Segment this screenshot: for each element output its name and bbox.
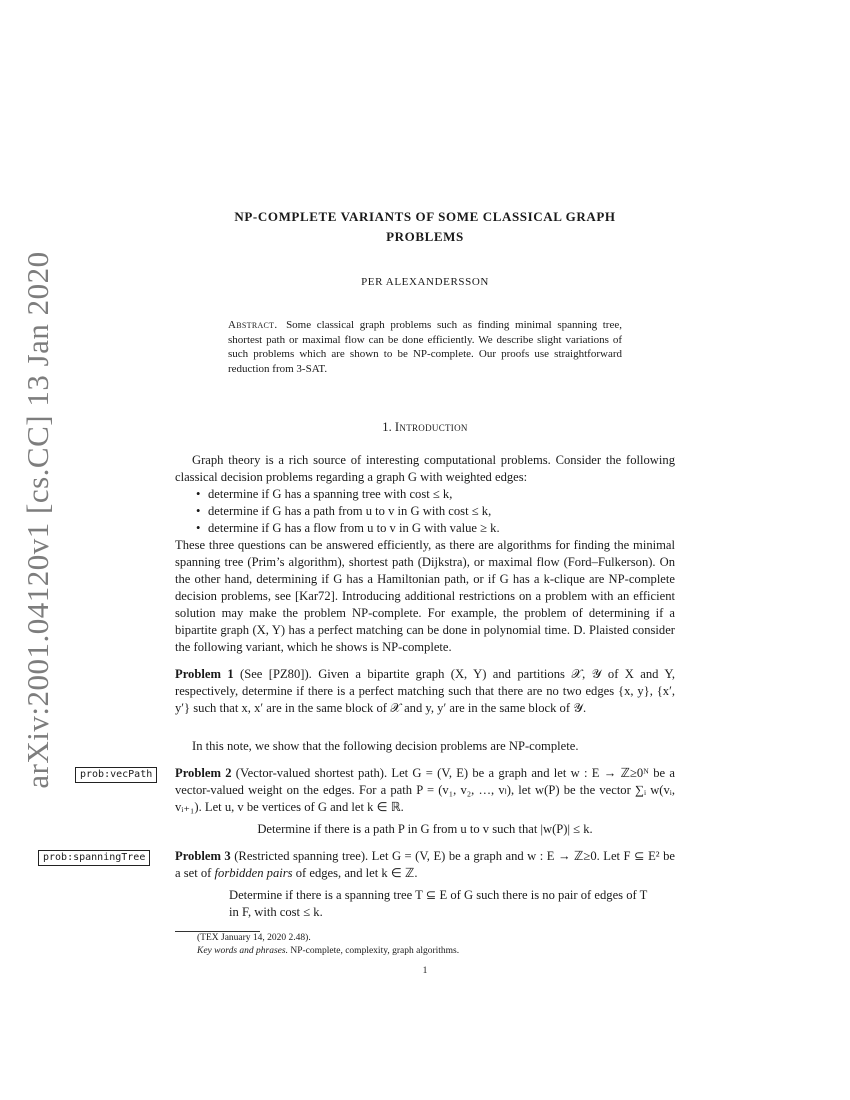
- keywords-text: NP-complete, complexity, graph algorithms.: [290, 945, 460, 956]
- intro-paragraph-1: Graph theory is a rich source of interesting computational problems. Consider the following classical decision problems regarding a graph G with weighted edges:: [175, 453, 675, 484]
- intro-paragraph-2: These three questions can be answered efficiently, as there are algorithms for finding the minimal spanning tree (Prim’s algorithm), shortest path (Dijkstra), or maximal flow (Ford–Fulkerson). On the other hand, determining if G has a Hamiltonian path, or if G has a k-clique are NP-complete decision problems, see [Kar72]. Introducing additional restrictions on a problem with an efficient solution may make the problem NP-complete. For example, the problem of determining if a bipartite graph (X, Y) has a perfect matching can be done in polynomial time. D. Plaisted consider the following variant, which he shows is NP-complete.: [175, 538, 675, 654]
- problem-3-text-b: of edges, and let k ∈ ℤ.: [295, 866, 418, 880]
- section-title: Introduction: [394, 420, 468, 434]
- paper-title: [175, 207, 675, 247]
- problem-3-text-a: Let G = (V, E) be a graph and w : E → ℤ≥0. Let F ⊆ E² be a set of: [175, 849, 675, 880]
- abstract: [228, 318, 622, 376]
- problem-1-cite: (See [PZ80]).: [240, 667, 312, 681]
- problem-1-label: Problem 1: [175, 667, 234, 681]
- problem-2-cite: (Vector-valued shortest path).: [235, 766, 388, 780]
- problem-1: [175, 666, 675, 717]
- author: PER ALEXANDERSSON: [361, 276, 489, 288]
- arxiv-sidebar-stamp: [18, 251, 58, 789]
- problem-3-question: Determine if there is a spanning tree T ⊆ E of G such there is no pair of edges of T in F, with cost ≤ k.: [229, 888, 648, 919]
- list-item: • determine if G has a spanning tree with cost ≤ k,: [208, 486, 675, 503]
- title-line-1: NP-COMPLETE VARIANTS OF SOME CLASSICAL GRAPH: [234, 209, 616, 224]
- footnote-date: (TEX January 14, 2020 2.48).: [197, 933, 311, 943]
- page-number: 1: [422, 966, 428, 976]
- problem-2: [175, 765, 675, 816]
- problem-3: [175, 848, 675, 882]
- problem-1-text: Given a bipartite graph (X, Y) and partitions 𝒳, 𝒴 of X and Y, respectively, determine if there is a perfect matching such that there are no two edges {x, y}, {x′, y′} such that x, x′ are in the same block of 𝒳 and y, y′ are in the same block of 𝒴.: [175, 667, 675, 715]
- label-tag-spanningtree: prob:spanningTree: [38, 850, 150, 866]
- note-paragraph: In this note, we show that the following decision problems are NP-complete.: [192, 739, 579, 753]
- problem-2-question: Determine if there is a path P in G from u to v such that |w(P)| ≤ k.: [257, 822, 593, 836]
- abstract-text: Some classical graph problems such as finding minimal spanning tree, shortest path or maximal flow can be done efficiently. We describe slight variations of such problems which are shown to be NP-complete. Our proofs use straightforward reduction from 3-SAT.: [228, 319, 622, 375]
- problem-3-block: [43, 848, 675, 921]
- footnote-keywords: [197, 945, 675, 958]
- paper-page: [43, 200, 675, 980]
- problem-2-label: Problem 2: [175, 766, 232, 780]
- section-number: 1.: [382, 420, 392, 434]
- section-heading: [175, 419, 675, 436]
- list-item: • determine if G has a path from u to v in G with cost ≤ k,: [208, 503, 675, 520]
- problem-2-block: [80, 765, 675, 838]
- list-item: • determine if G has a flow from u to v in G with value ≥ k.: [208, 520, 675, 537]
- abstract-label: Abstract.: [228, 319, 278, 331]
- problem-3-cite: (Restricted spanning tree).: [234, 849, 369, 863]
- problem-3-label: Problem 3: [175, 849, 231, 863]
- problem-2-text: Let G = (V, E) be a graph and let w : E → ℤ≥0ᴺ be a vector-valued weight on the edges. For a path P = (v₁, v₂, …, vₗ), let w(P) be the vector ∑ᵢ w(vᵢ, vᵢ₊₁). Let u, v be vertices of G and let k ∈ ℝ.: [175, 766, 675, 814]
- arxiv-identifier: arXiv:2001.04120v1 [cs.CC] 13 Jan 2020: [20, 251, 55, 789]
- problem-3-emphasis: forbidden pairs: [214, 866, 293, 880]
- label-tag-vecpath: prob:vecPath: [75, 767, 157, 783]
- keywords-label: Key words and phrases.: [197, 945, 288, 956]
- decision-problems-list: [175, 486, 675, 537]
- title-line-2: PROBLEMS: [386, 229, 464, 244]
